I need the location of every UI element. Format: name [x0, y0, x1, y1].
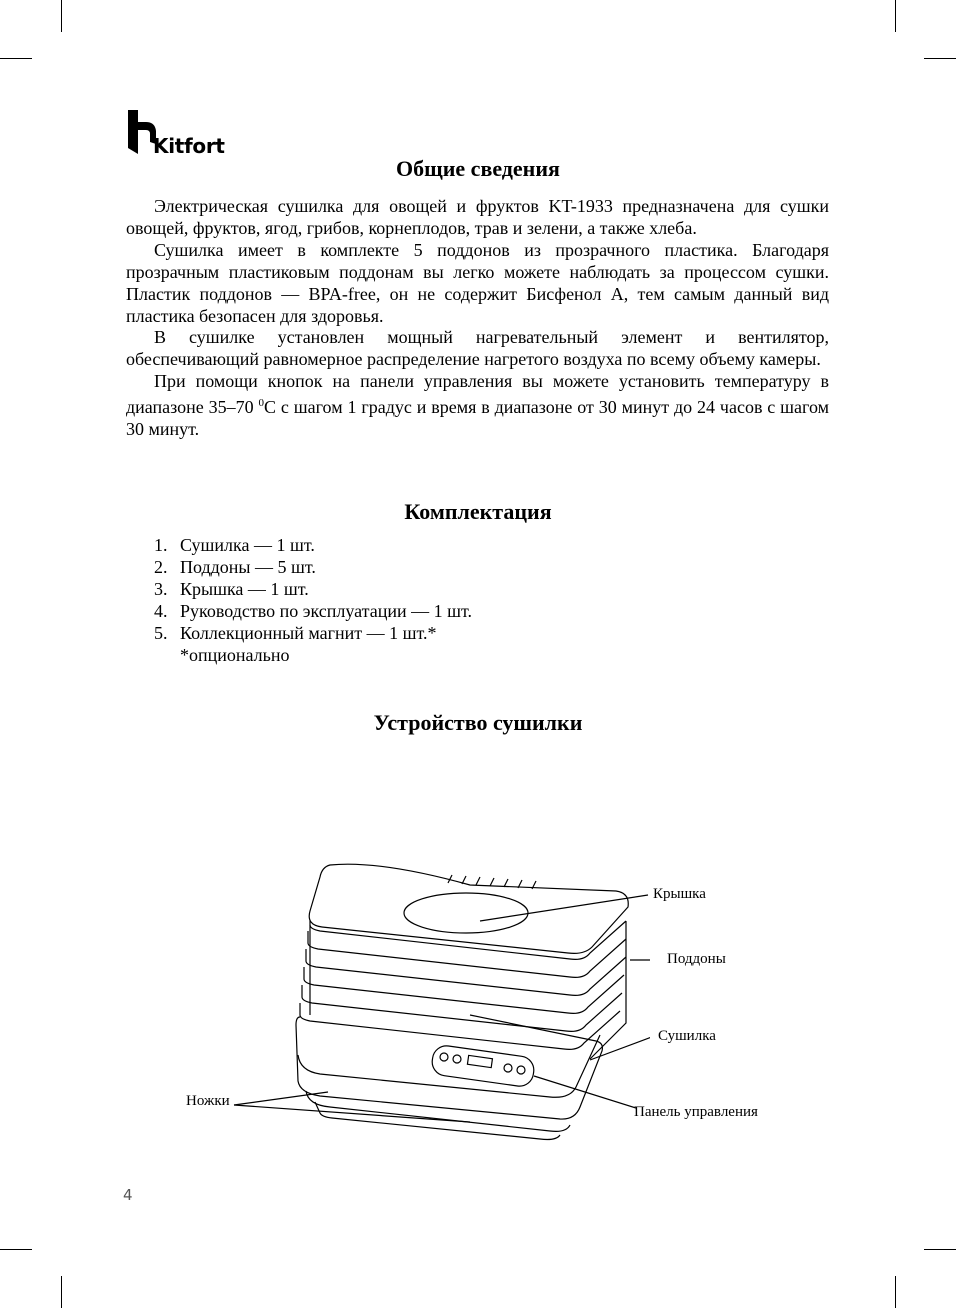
section-title-general: Общие сведения — [396, 156, 560, 181]
footnote: *опционально — [180, 644, 290, 665]
dryer-diagram — [170, 855, 650, 1145]
label-trays: Поддоны — [667, 951, 726, 967]
label-control-panel: Панель управления — [634, 1104, 758, 1120]
paragraph: Сушилка имеет в комплекте 5 поддонов из прозрачного пластика. Благодаря прозрачным пластиковым поддонам вы легко можете наблюдать за процессом сушки. Пластик поддонов — BPA-free, он не содержит Бисфенол А, тем самым данный вид пластика безопасен для здоровья. — [126, 239, 829, 326]
list-item: 5. Коллекционный магнит — 1 шт.* — [154, 622, 437, 643]
paragraph-temperature: При помощи кнопок на панели управления вы можете установить температуру в диапазоне 35–70 $^0$С с шагом 1 градус и время в диапазоне от 30 минут до 24 часов с шагом 30 минут. — [126, 371, 829, 440]
label-legs: Ножки — [186, 1093, 230, 1109]
brand-name: Kitfort — [153, 134, 225, 158]
crop-mark — [0, 1249, 32, 1250]
paragraph: В сушилке установлен мощный нагревательный элемент и вентилятор, обеспечивающий равномерное распределение нагретого воздуха по всему объему камеры. — [126, 327, 829, 370]
paragraph: Электрическая сушилка для овощей и фруктов KT-1933 предназначена для сушки овощей, фруктов, ягод, грибов, корнеплодов, трав и зелени, а также хлеба. — [126, 196, 829, 238]
crop-mark — [61, 1276, 62, 1308]
label-dryer: Сушилка — [658, 1028, 716, 1044]
package-list — [154, 535, 472, 666]
crop-mark — [895, 0, 896, 32]
page-number: 4 — [123, 1186, 133, 1204]
crop-mark — [924, 58, 956, 59]
list-item: 1. Сушилка — 1 шт. — [154, 535, 315, 555]
crop-mark — [895, 1276, 896, 1308]
crop-mark — [924, 1249, 956, 1250]
list-item: 3. Крышка — 1 шт. — [154, 578, 309, 599]
list-item: 2. Поддоны — 5 шт. — [154, 556, 316, 577]
general-text — [126, 196, 829, 441]
list-item: 4. Руководство по эксплуатации — 1 шт. — [154, 600, 472, 621]
crop-mark — [61, 0, 62, 32]
label-lid: Крышка — [653, 886, 706, 902]
section-title-device: Устройство сушилки — [373, 710, 583, 735]
crop-mark — [0, 58, 32, 59]
section-title-package: Комплектация — [404, 499, 552, 524]
